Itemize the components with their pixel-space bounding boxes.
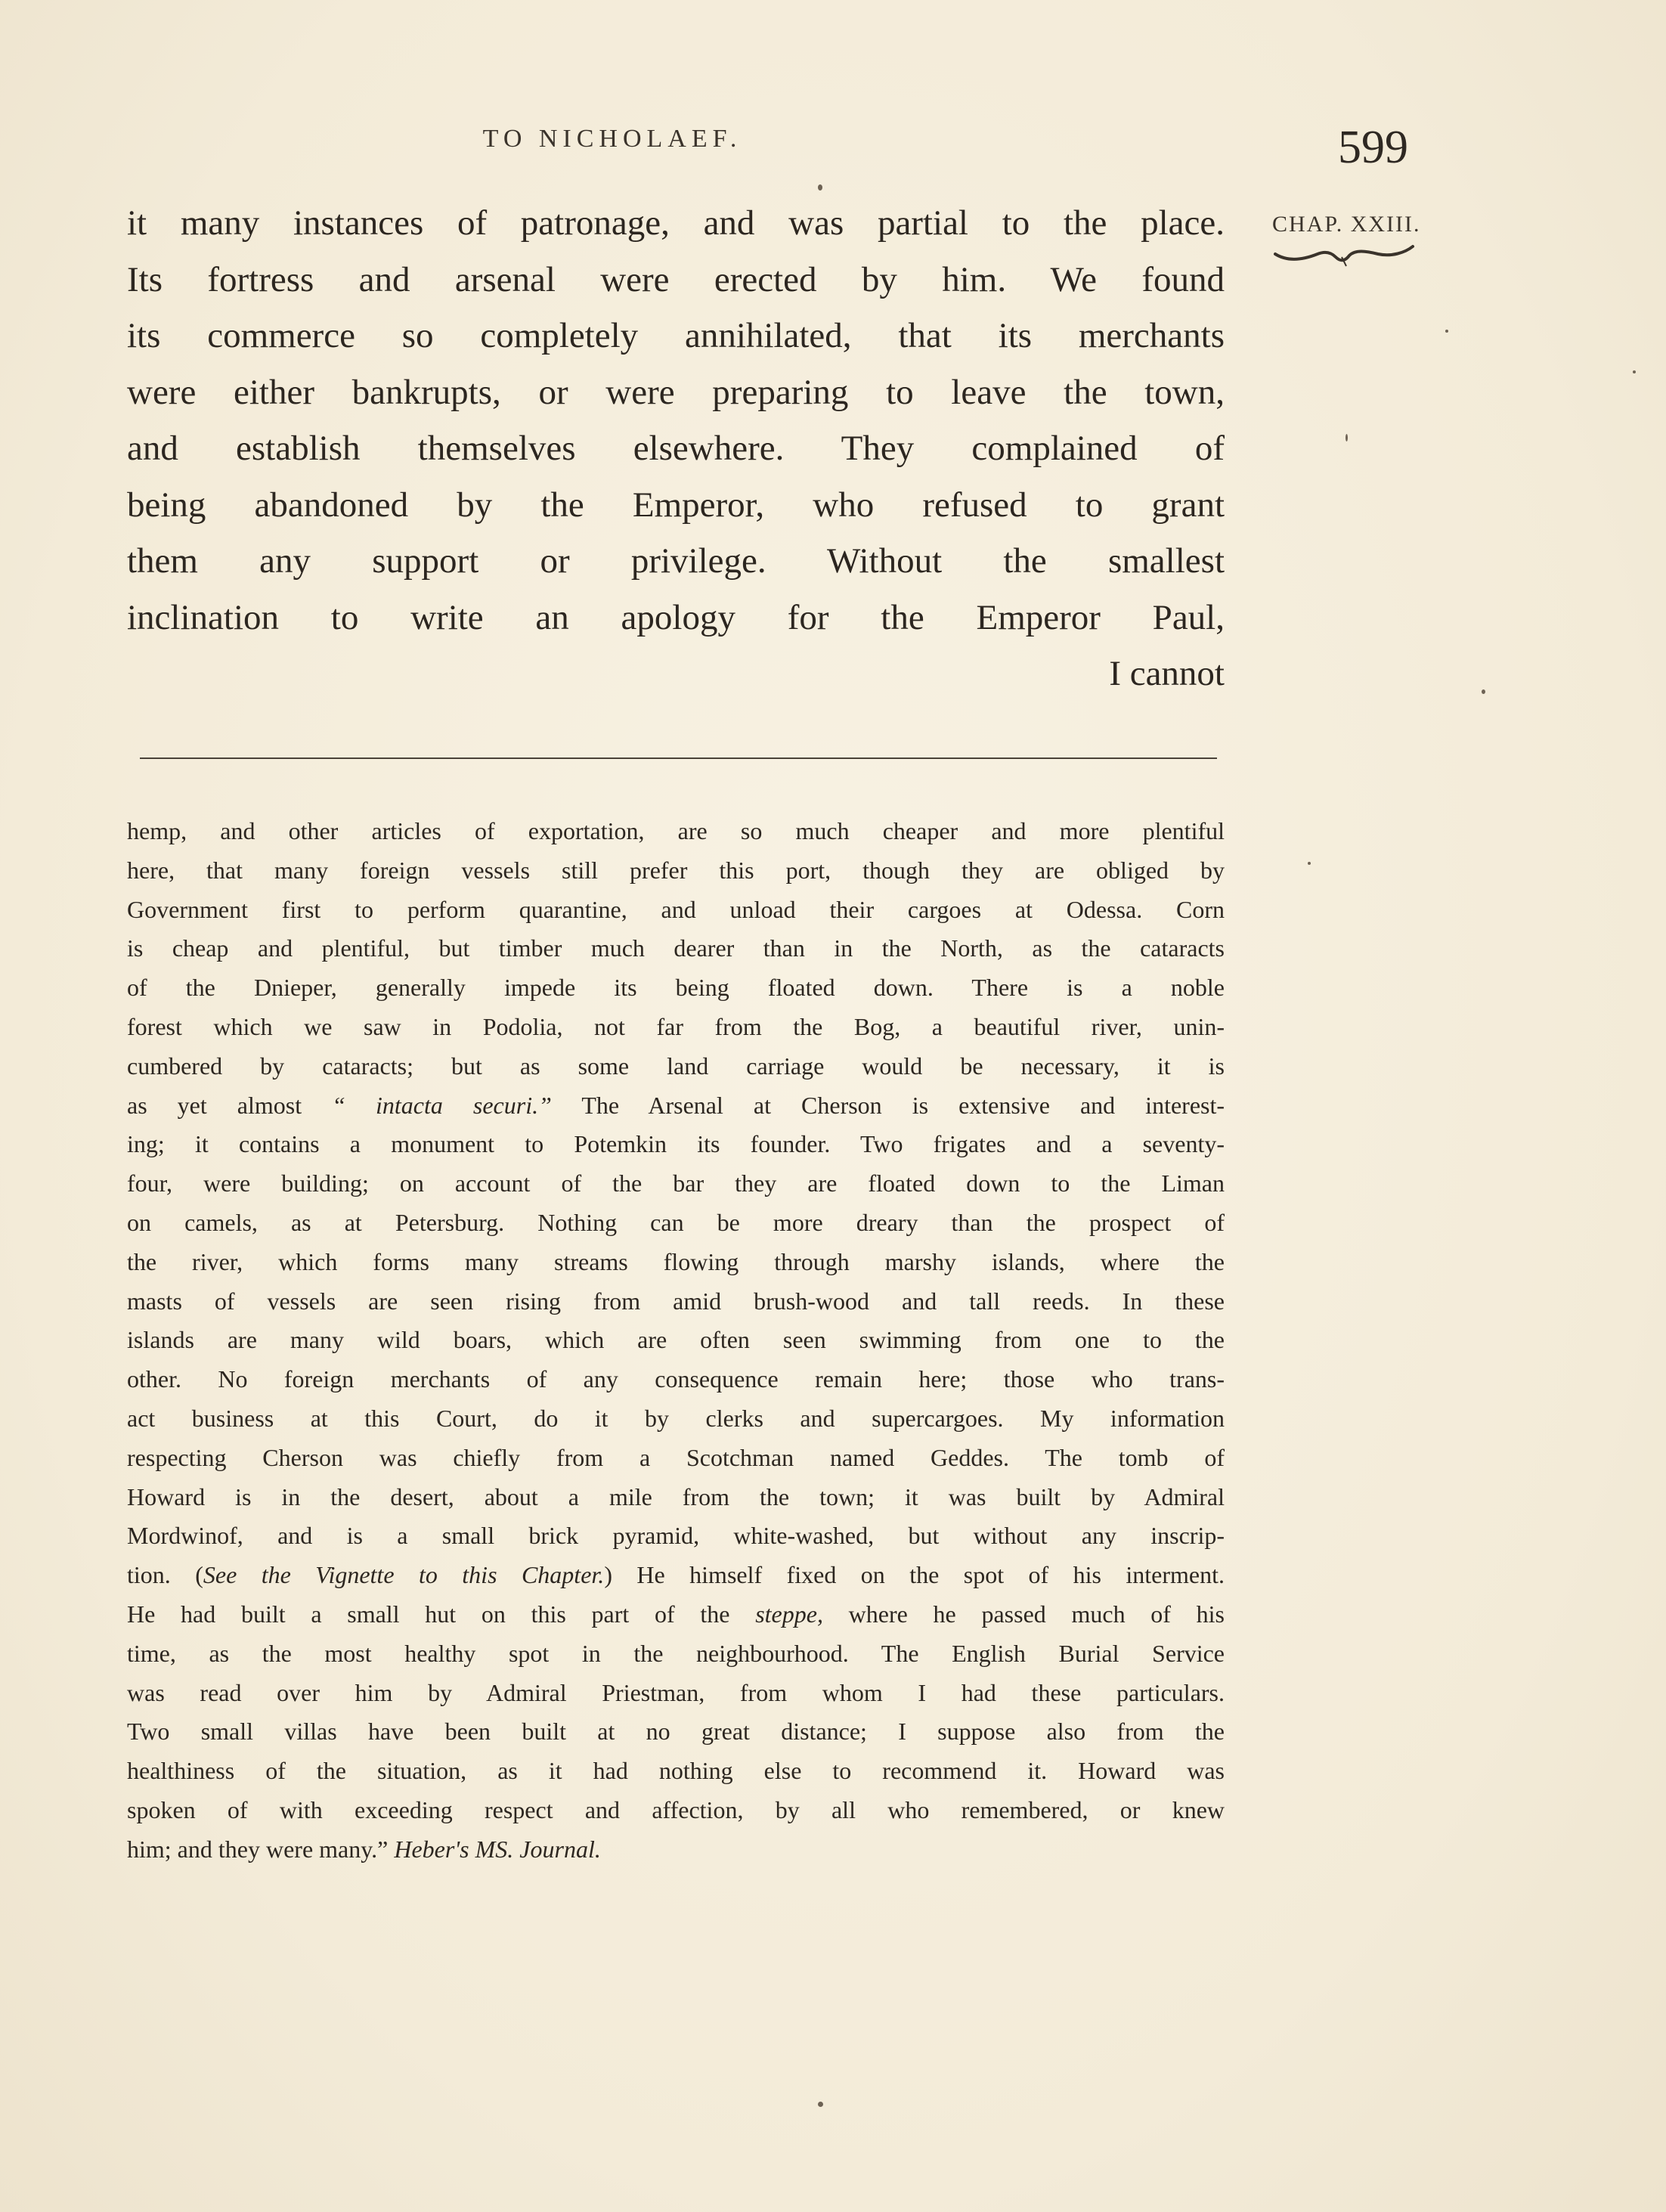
text-line: them any support or privilege. Without the smallest [127,541,1225,581]
footnote-line: ing; it contains a monument to Potemkin its founder. Two frigates and a seventy- [127,1130,1225,1158]
footnote-text: He had built a small hut on this part of the [127,1600,756,1628]
footnote-line: hemp, and other articles of exportation, are so much cheaper and more plentiful [127,817,1225,844]
footnote-line: Two small villas have been built at no great distance; I suppose also from the [127,1718,1225,1746]
vignette-reference: See the Vignette to this Chapter. [203,1561,605,1589]
text-line: inclination to write an apology for the Emperor Paul, [127,597,1225,637]
paper-speck [1308,862,1311,865]
running-head: TO NICHOLAEF. [482,125,742,153]
paper-speck [818,184,822,191]
text-line: it many instances of patronage, and was partial to the place. [127,203,1225,243]
footnote-line: here, that many foreign vessels still prefer this port, though they are obliged by [127,856,1225,884]
footnote-line: masts of vessels are seen rising from amid brush-wood and tall reeds. In these [127,1287,1225,1315]
footnote-line: was read over him by Admiral Priestman, from whom I had these particulars. [127,1678,1225,1706]
paper-speck [1633,370,1636,373]
footnote-line: Howard is in the desert, about a mile from the town; it was built by Admiral [127,1482,1225,1510]
footnote-line: time, as the most healthy spot in the neighbourhood. The English Burial Service [127,1639,1225,1667]
footnote [127,812,1225,1870]
paper-speck [818,2102,823,2107]
text-line: Its fortress and arsenal were erected by him. We found [127,259,1225,299]
footnote-line: Government first to perform quarantine, and unload their cargoes at Odessa. Corn [127,895,1225,923]
footnote-text: tion. ( [127,1561,203,1589]
body-text [127,195,1225,702]
footnote-line [127,1595,1225,1634]
footnote-line: the river, which forms many streams flowing through marshy islands, where the [127,1247,1225,1275]
text-line: its commerce so completely annihilated, that its merchants [127,316,1225,355]
text-line: and establish themselves elsewhere. They complained of [127,429,1225,468]
italic-word: steppe, [755,1600,823,1628]
page-number: 599 [1338,122,1408,173]
footnote-text: The Arsenal at Cherson is extensive and interest- [551,1091,1225,1119]
footnote-text: as yet almost [127,1091,333,1119]
source-citation: Heber's MS. Journal. [394,1835,601,1863]
footnote-line: other. No foreign merchants of any consequence remain here; those who trans- [127,1365,1225,1393]
footnote-line: on camels, as at Petersburg. Nothing can be more dreary than the prospect of [127,1208,1225,1236]
text-line: were either bankrupts, or were preparing to leave the town, [127,372,1225,412]
footnote-line: respecting Cherson was chiefly from a Scotchman named Geddes. The tomb of [127,1443,1225,1471]
footnote-divider [140,757,1217,759]
footnote-line: of the Dnieper, generally impede its being floated down. There is a noble [127,974,1225,1002]
footnote-line [127,1086,1225,1126]
footnote-line: act business at this Court, do it by clerks and supercargoes. My information [127,1404,1225,1432]
footnote-line: cumbered by cataracts; but as some land carriage would be necessary, it is [127,1052,1225,1080]
chapter-marker: CHAP. XXIII. [1272,212,1421,237]
footnote-text: where he passed much of his [822,1600,1225,1628]
text-line: being abandoned by the Emperor, who refused to grant [127,485,1225,525]
flourish-ornament [1272,243,1416,269]
footnote-line: islands are many wild boars, which are often seen swimming from one to the [127,1326,1225,1354]
catchword-line: I cannot [1109,654,1225,693]
footnote-line: is cheap and plentiful, but timber much dearer than in the North, as the cataracts [127,934,1225,962]
paper-speck [1445,330,1448,333]
footnote-line: healthiness of the situation, as it had nothing else to recommend it. Howard was [127,1757,1225,1785]
footnote-text: ) He himself fixed on the spot of his interment. [604,1561,1225,1589]
footnote-line: Mordwinof, and is a small brick pyramid, white-washed, but without any inscrip- [127,1522,1225,1550]
footnote-line: four, were building; on account of the bar they are floated down to the Liman [127,1170,1225,1197]
footnote-text: him; and they were many.” [127,1835,395,1863]
footnote-line: spoken of with exceeding respect and affection, by all who remembered, or knew [127,1795,1225,1823]
latin-quotation: “ intacta securi.” [332,1091,552,1119]
footnote-line [127,1556,1225,1595]
footnote-line [127,1830,1225,1870]
paper-speck [1482,689,1485,694]
footnote-line: forest which we saw in Podolia, not far from the Bog, a beautiful river, unin- [127,1012,1225,1040]
paper-speck [1345,434,1348,441]
